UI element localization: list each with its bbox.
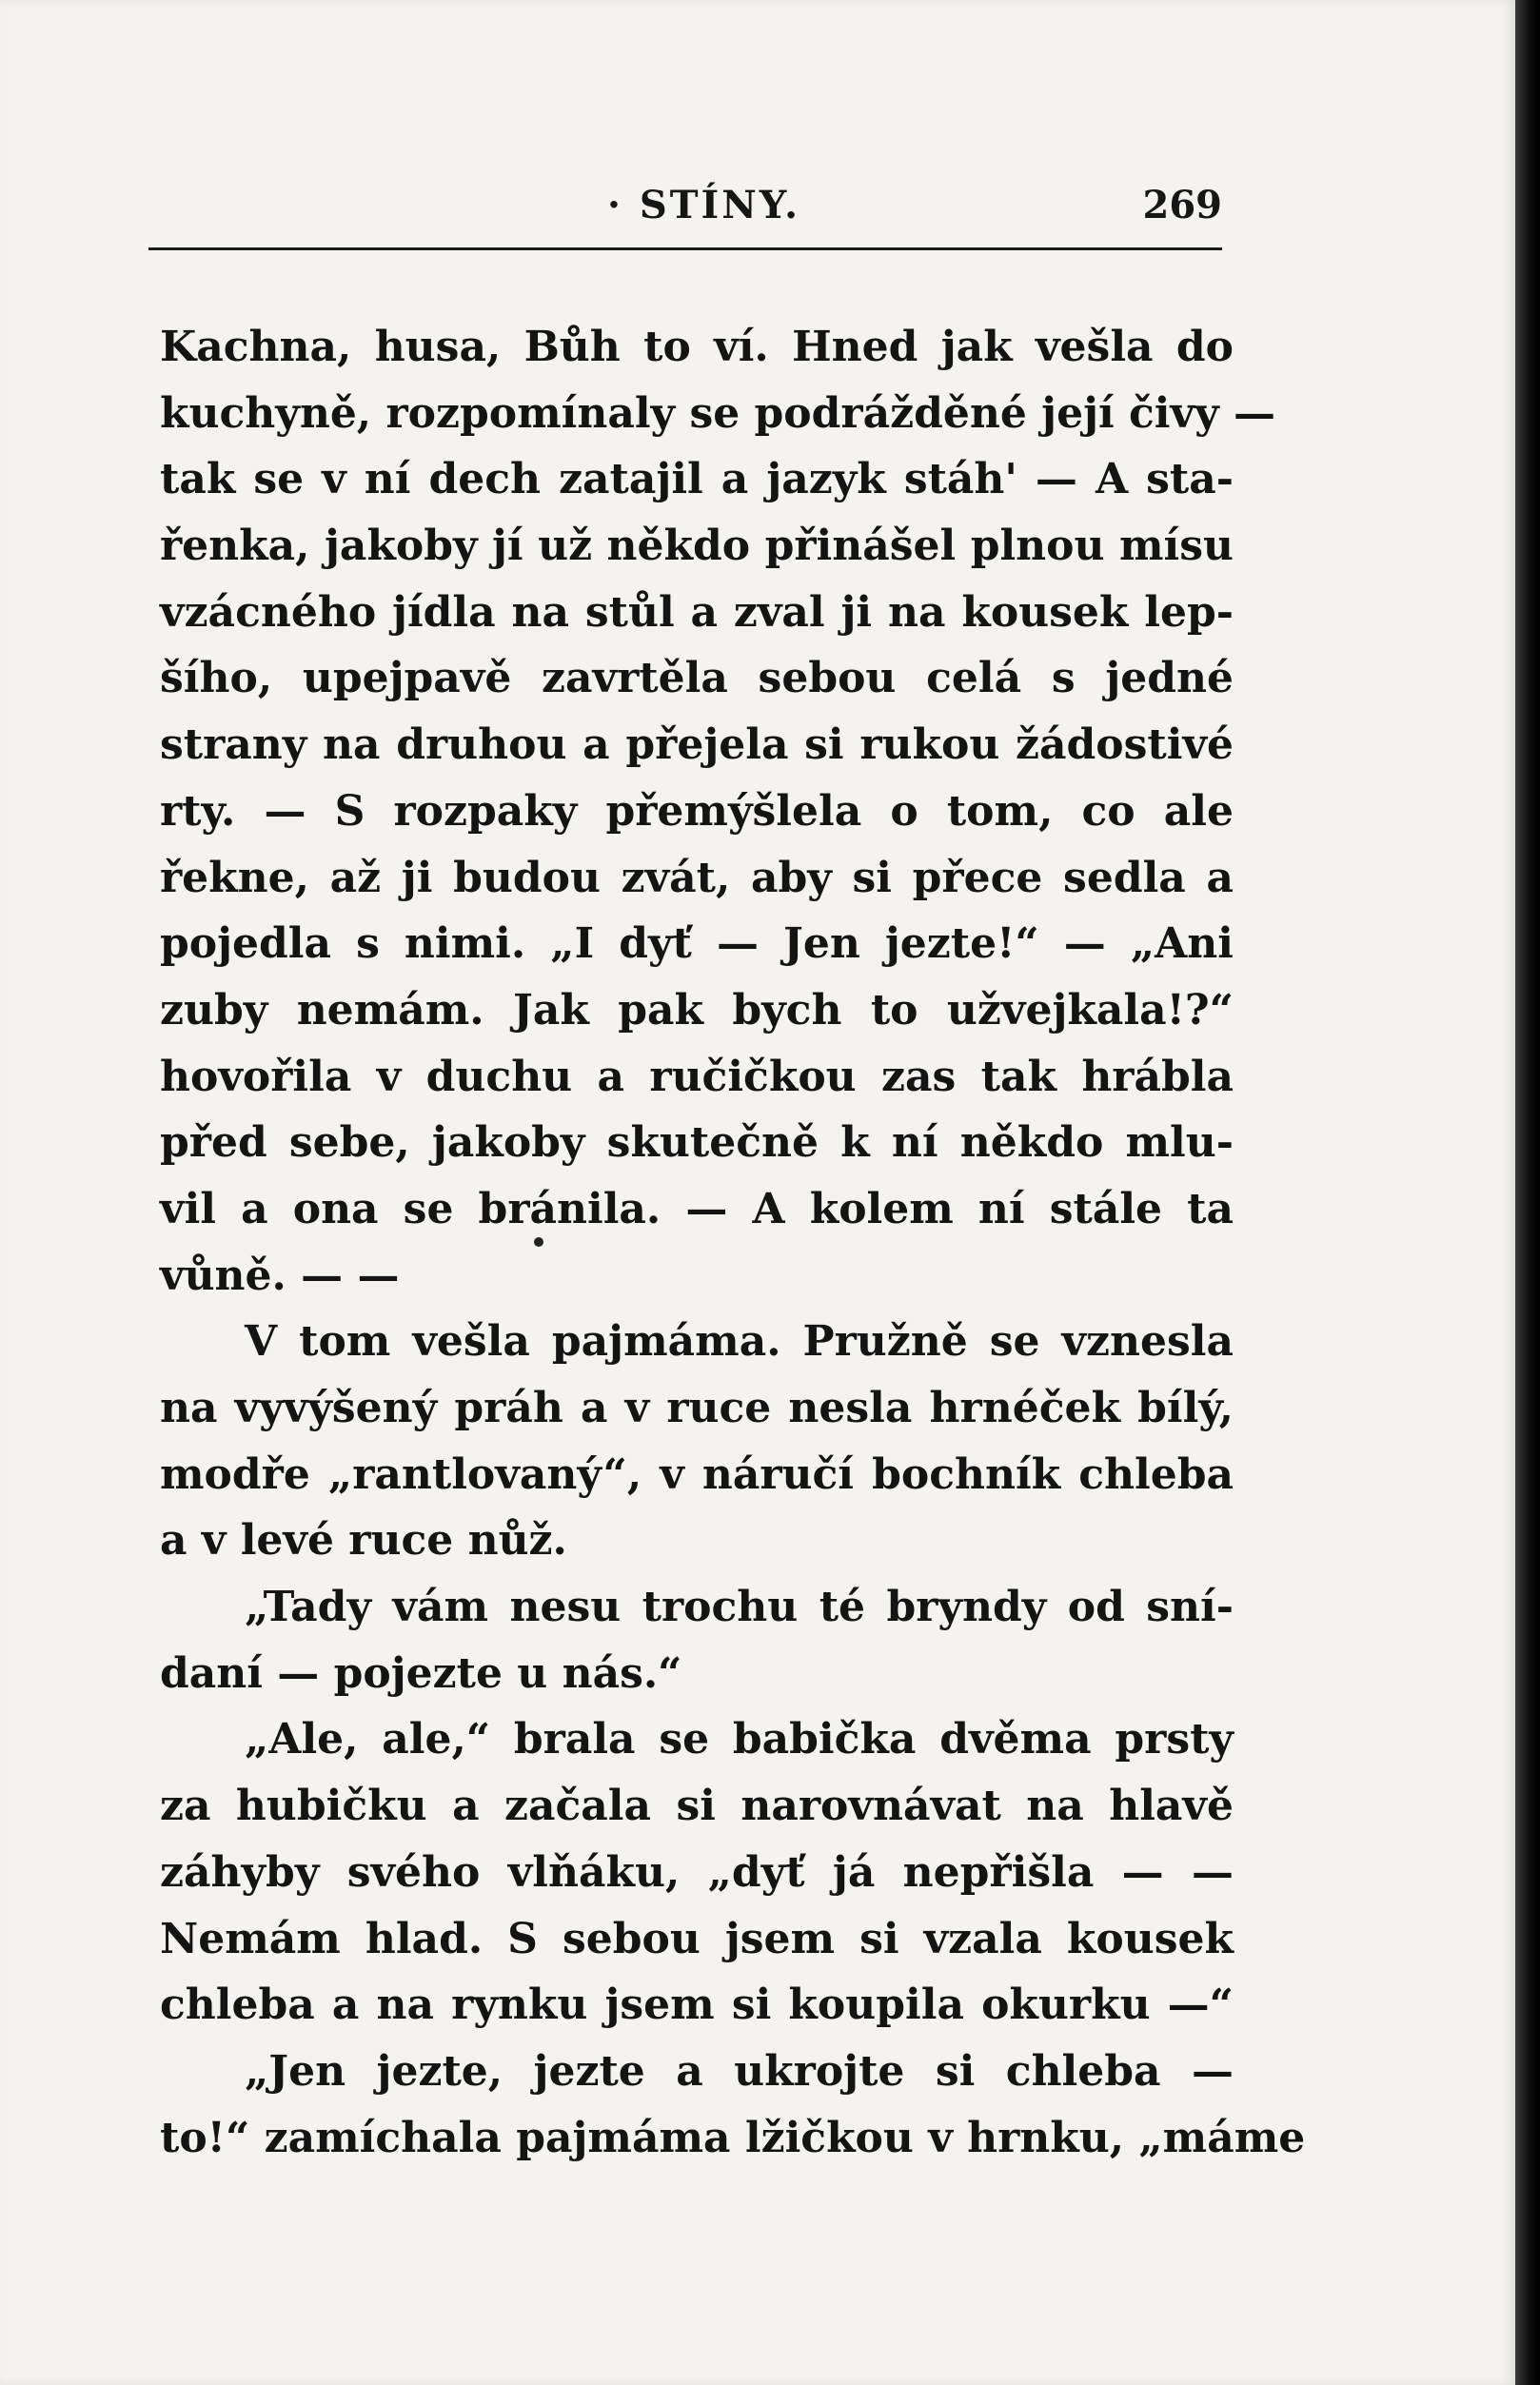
header-rule: [148, 247, 1222, 250]
text-line: Kachna, husa, Bůh to ví. Hned jak vešla do: [160, 323, 1234, 371]
page-edge-shadow: [1515, 0, 1540, 2385]
text-line: chleba a na rynku jsem si koupila okurku —“: [160, 1981, 1234, 2030]
text-line: daní — pojezte u nás.“: [160, 1648, 682, 1698]
text-line: pojedla s nimi. „I dyť — Jen jezte!“ — „Ani: [160, 919, 1234, 969]
text-line: vůně. — —: [160, 1251, 400, 1300]
text-line: zuby nemám. Jak pak bych to užvejkala!?“: [160, 985, 1234, 1035]
print-speck: [534, 1237, 543, 1247]
text-line: to!“ zamíchala pajmáma lžičkou v hrnku, „máme: [160, 2113, 1306, 2162]
text-line: modře „rantlovaný“, v náručí bochník chleba: [160, 1449, 1234, 1499]
text-line: „Jen jezte, jezte a ukrojte si chleba —: [245, 2046, 1234, 2096]
text-line: V tom vešla pajmáma. Pružně se vznesla: [245, 1317, 1234, 1367]
text-line: záhyby svého vlňáku, „dyť já nepřišla — —: [160, 1847, 1234, 1897]
page-header: [148, 183, 1222, 249]
text-line: „Tady vám nesu trochu té bryndy od sní-: [245, 1583, 1234, 1632]
text-line: strany na druhou a přejela si rukou žádostivé: [160, 720, 1234, 770]
text-line: šího, upejpavě zavrtěla sebou celá s jedné: [160, 654, 1234, 703]
running-title: · STÍNY.: [607, 183, 801, 227]
text-line: před sebe, jakoby skutečně k ní někdo mlu-: [160, 1118, 1234, 1168]
text-line: za hubičku a začala si narovnávat na hlavě: [160, 1782, 1234, 1831]
text-line: a v levé ruce nůž.: [160, 1516, 567, 1566]
text-line: rty. — S rozpaky přemýšlela o tom, co ale: [160, 786, 1234, 836]
text-line: kuchyně, rozpomínaly se podrážděné její čivy —: [160, 388, 1275, 438]
text-line: „Ale, ale,“ brala se babička dvěma prsty: [245, 1715, 1234, 1764]
text-line: řenka, jakoby jí už někdo přinášel plnou mísu: [160, 522, 1234, 571]
text-line: řekne, až ji budou zvát, aby si přece sedla a: [160, 853, 1234, 902]
text-line: na vyvýšený práh a v ruce nesla hrnéček bílý,: [160, 1384, 1234, 1432]
text-line: vzácného jídla na stůl a zval ji na kousek lep-: [160, 587, 1234, 637]
text-line: tak se v ní dech zatajil a jazyk stáh' — A sta-: [160, 455, 1234, 504]
text-line: vil a ona se bránila. — A kolem ní stále ta: [160, 1184, 1234, 1233]
body-text: [160, 314, 1306, 2171]
page-number: 269: [1142, 183, 1222, 227]
text-line: hovořila v duchu a ručičkou zas tak hrábla: [160, 1052, 1234, 1101]
text-line: Nemám hlad. S sebou jsem si vzala kousek: [160, 1914, 1234, 1963]
